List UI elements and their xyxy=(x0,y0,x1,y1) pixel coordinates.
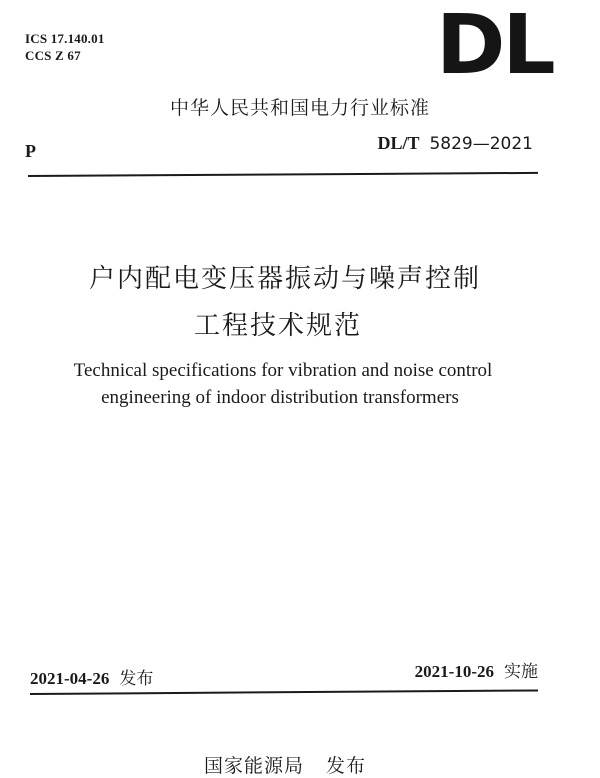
bottom-divider xyxy=(30,689,538,695)
issue-label: 发布 xyxy=(119,669,154,689)
issue-date: 2021-04-26 xyxy=(30,669,110,688)
publisher-action: 发布 xyxy=(326,755,367,777)
classification-codes xyxy=(25,30,105,64)
ccs-code: CCS Z 67 xyxy=(25,48,81,63)
document-title-en-line2: engineering of indoor distribution transformers xyxy=(101,387,459,408)
top-divider xyxy=(28,172,538,177)
standard-title: 中华人民共和国电力行业标准 xyxy=(169,97,430,119)
category-code: P xyxy=(25,141,36,161)
publisher-line xyxy=(0,751,570,778)
standard-number xyxy=(377,133,533,154)
document-title-zh-line2: 工程技术规范 xyxy=(193,311,362,341)
ics-code: ICS 17.140.01 xyxy=(25,31,105,46)
document-title-zh-line1: 户内配电变压器振动与噪声控制 xyxy=(88,264,481,294)
implement-label: 实施 xyxy=(504,662,538,682)
standard-code: 5829—2021 xyxy=(429,134,533,154)
issue-info xyxy=(30,664,153,689)
implement-date: 2021-10-26 xyxy=(414,662,494,681)
dl-logo: DL xyxy=(436,0,553,93)
publisher-name: 国家能源局 xyxy=(203,755,304,777)
implement-info xyxy=(415,657,538,682)
document-title-en-line1: Technical specifications for vibration and noise control xyxy=(73,360,493,381)
standard-prefix: DL/T xyxy=(377,133,420,153)
